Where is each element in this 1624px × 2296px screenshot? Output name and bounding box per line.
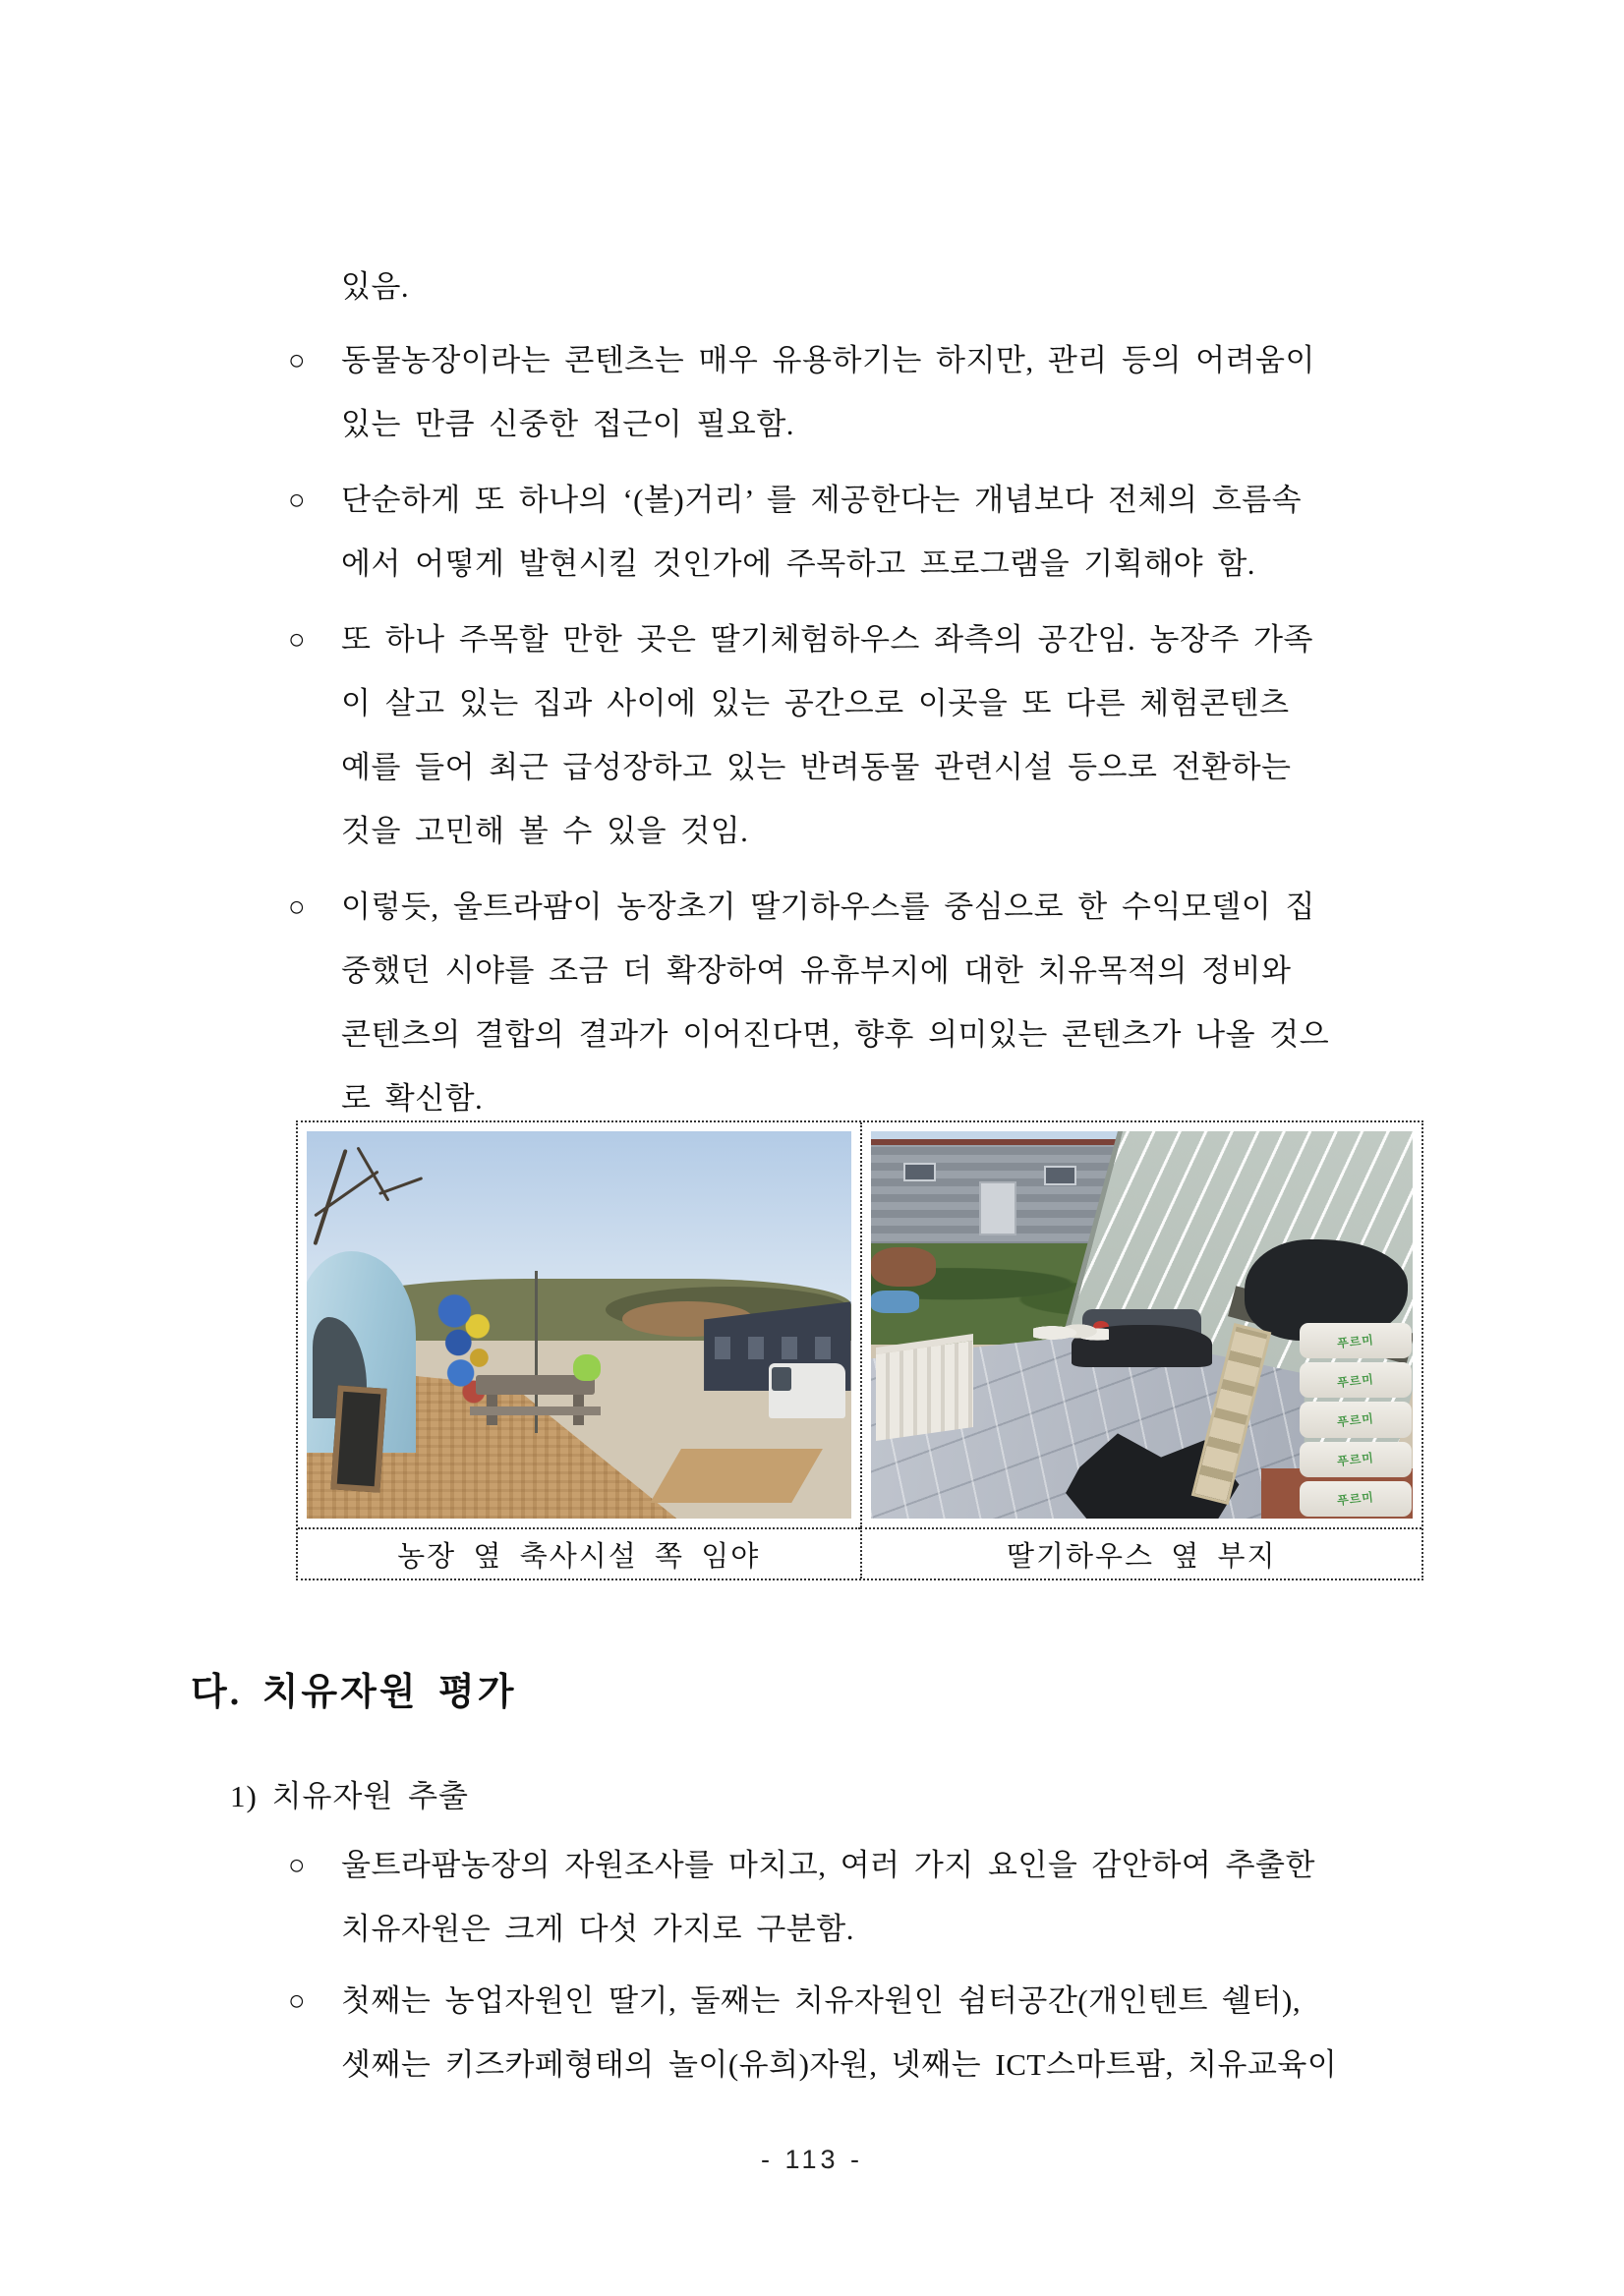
- body-line: 이렇듯, 울트라팜이 농장초기 딸기하우스를 중심으로 한 수익모델이 집: [341, 890, 1315, 924]
- fertilizer-sack: [1300, 1402, 1412, 1437]
- shed-windows: [715, 1337, 840, 1360]
- bullet-marker: ○: [288, 891, 306, 923]
- bullet-marker: ○: [288, 345, 306, 376]
- fertilizer-sack: [1300, 1481, 1412, 1517]
- body-line: 있는 만큼 신중한 접근이 필요함.: [341, 407, 795, 441]
- body-line: 콘텐츠의 결합의 결과가 이어진다면, 향후 의미있는 콘텐츠가 나올 것으: [341, 1017, 1330, 1052]
- building-door: [979, 1181, 1017, 1235]
- body-line: 울트라팜농장의 자원조사를 마치고, 여러 가지 요인을 감안하여 추출한: [341, 1848, 1315, 1882]
- roof-trim: [871, 1139, 1131, 1145]
- white-fence: [876, 1334, 973, 1440]
- body-line: 로 확신함.: [341, 1081, 484, 1116]
- body-line: 셋째는 키즈카페형태의 놀이(유희)자원, 넷째는 ICT스마트팜, 치유교육이: [341, 2047, 1338, 2082]
- building-window: [1044, 1166, 1076, 1185]
- bullet-marker: ○: [288, 1850, 306, 1881]
- bullet-marker: ○: [288, 1985, 306, 2017]
- body-line: 첫째는 농업자원인 딸기, 둘째는 치유자원인 쉼터공간(개인텐트 쉘터),: [341, 1983, 1302, 2018]
- body-line: 이 살고 있는 집과 사이에 있는 공간으로 이곳을 또 다른 체험콘텐츠: [341, 686, 1290, 720]
- body-line: 동물농장이라는 콘텐츠는 매우 유용하기는 하지만, 관리 등의 어려움이: [341, 343, 1315, 377]
- bullet-marker: ○: [288, 485, 306, 516]
- fertilizer-sack: [1300, 1323, 1412, 1358]
- body-line: 치유자원은 크게 다섯 가지로 구분함.: [341, 1912, 854, 1946]
- fertilizer-sack: [1300, 1362, 1412, 1398]
- blackboard-sign: [330, 1385, 386, 1493]
- sack-label: 푸르미: [1336, 1490, 1375, 1509]
- farm-photo-right: [871, 1131, 1414, 1519]
- page-number: - 113 -: [760, 2145, 864, 2174]
- farm-photo-left: [307, 1131, 851, 1519]
- bullet-marker: ○: [288, 624, 306, 656]
- soil-patch: [871, 1247, 936, 1286]
- body-line: 중했던 시야를 조금 더 확장하여 유휴부지에 대한 치유목적의 정비와: [341, 953, 1292, 988]
- white-bags: [1033, 1317, 1109, 1349]
- truck-window: [772, 1367, 790, 1391]
- body-line: 에서 어떻게 발현시킬 것인가에 주목하고 프로그램을 기획해야 함.: [341, 546, 1256, 581]
- photo-cell-left: [298, 1122, 860, 1527]
- building-window: [903, 1163, 936, 1182]
- sack-label: 푸르미: [1336, 1411, 1375, 1429]
- body-line: 것을 고민해 볼 수 있을 것임.: [341, 814, 749, 848]
- photo-table: [296, 1120, 1423, 1580]
- bench: [470, 1406, 601, 1415]
- section-subheading: 1) 치유자원 추출: [230, 1779, 469, 1813]
- sack-label: 푸르미: [1336, 1332, 1375, 1350]
- green-bucket: [573, 1354, 601, 1382]
- body-line: 또 하나 주목할 만한 곳은 딸기체험하우스 좌측의 공간임. 농장주 가족: [341, 622, 1313, 657]
- blue-tarp-scrap: [871, 1291, 920, 1314]
- body-line: 예를 들어 최근 급성장하고 있는 반려동물 관련시설 등으로 전환하는: [341, 750, 1292, 784]
- section-heading: 다. 치유자원 평가: [191, 1672, 517, 1713]
- fertilizer-sack: [1300, 1442, 1412, 1477]
- photo-caption-right: 딸기하우스 옆 부지: [860, 1527, 1422, 1578]
- photo-cell-right: [860, 1122, 1422, 1527]
- body-line: 있음.: [341, 269, 410, 304]
- photo-caption-left: 농장 옆 축사시설 쪽 임야: [298, 1527, 860, 1578]
- fertilizer-sack-stack: [1299, 1321, 1413, 1519]
- sack-label: 푸르미: [1336, 1451, 1375, 1469]
- body-line: 단순하게 또 하나의 ‘(볼)거리’ 를 제공한다는 개념보다 전체의 흐름속: [341, 483, 1303, 517]
- sack-label: 푸르미: [1336, 1371, 1375, 1390]
